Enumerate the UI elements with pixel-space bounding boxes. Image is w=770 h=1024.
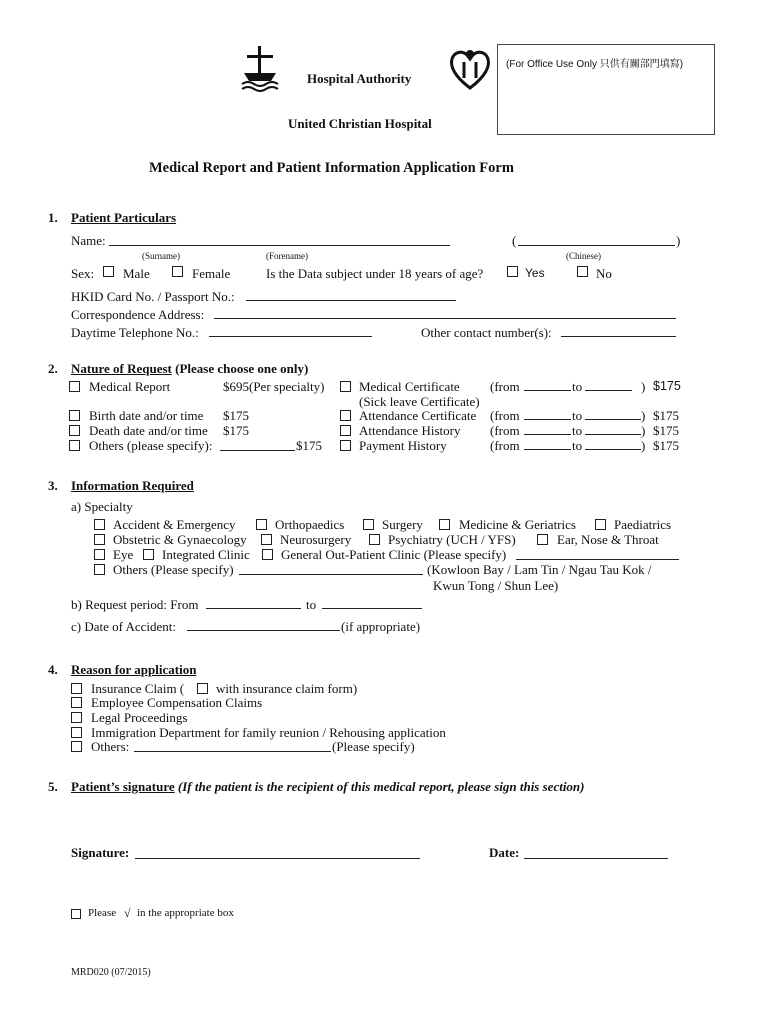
medical-cert-price: $175 [653, 379, 681, 393]
section-5-note: (If the patient is the recipient of this medical report, please sign this section) [174, 779, 585, 794]
payment-history-close: ) [641, 438, 646, 453]
attendance-history-close: ) [641, 423, 646, 438]
ha-logo [448, 48, 492, 90]
ortho-checkbox[interactable] [256, 519, 267, 530]
attendance-cert-close: ) [641, 408, 646, 423]
payment-history-label: Payment History [359, 438, 447, 453]
date-line[interactable] [524, 858, 668, 859]
employee-comp-label: Employee Compensation Claims [91, 695, 263, 710]
medical-cert-checkbox[interactable] [340, 381, 351, 392]
others-reason-line[interactable] [134, 751, 331, 752]
medical-report-price: $695(Per specialty) [223, 379, 325, 394]
medical-cert-from-line[interactable] [524, 390, 571, 391]
insurance-form-checkbox[interactable] [197, 683, 208, 694]
payment-history-checkbox[interactable] [340, 440, 351, 451]
under18-yes-label: Yes [525, 266, 545, 280]
attendance-history-to-line[interactable] [585, 434, 641, 435]
section-1-title: Patient Particulars [71, 210, 177, 225]
employee-comp-checkbox[interactable] [71, 697, 82, 708]
under18-yes-checkbox[interactable] [507, 266, 518, 277]
ent-label: Ear, Nose & Throat [557, 532, 659, 547]
payment-history-price: $175 [653, 438, 679, 453]
medicine-checkbox[interactable] [439, 519, 450, 530]
attendance-cert-label: Attendance Certificate [359, 408, 477, 423]
chinese-name-line[interactable] [518, 245, 675, 246]
office-use-box [497, 44, 715, 135]
under18-no-checkbox[interactable] [577, 266, 588, 277]
other-contact-label: Other contact number(s): [421, 325, 552, 340]
other-contact-line[interactable] [561, 336, 676, 337]
request-period-label: b) Request period: From [71, 597, 199, 612]
section-2-title [71, 361, 308, 377]
period-to-line[interactable] [322, 608, 422, 609]
payment-history-from: (from [490, 438, 520, 453]
attendance-cert-to-line[interactable] [585, 419, 641, 420]
legend-checkbox [71, 909, 81, 919]
sick-leave-label: (Sick leave Certificate) [359, 394, 480, 409]
clinics-line-2: Kwun Tong / Shun Lee) [433, 578, 559, 593]
under18-question: Is the Data subject under 18 years of age? [266, 266, 484, 281]
legend-please: Please [88, 907, 117, 919]
surname-hint: (Surname) [142, 251, 180, 261]
section-4-title: Reason for application [71, 662, 197, 677]
medical-report-label: Medical Report [89, 379, 171, 394]
gopc-checkbox[interactable] [262, 549, 273, 560]
attendance-cert-from-line[interactable] [524, 419, 571, 420]
attendance-history-label: Attendance History [359, 423, 461, 438]
neurosurgery-label: Neurosurgery [280, 532, 352, 547]
phone-line[interactable] [209, 336, 372, 337]
death-checkbox[interactable] [69, 425, 80, 436]
eye-label: Eye [113, 547, 134, 562]
ae-label: Accident & Emergency [113, 517, 236, 532]
section-2-title-note: (Please choose one only) [171, 361, 309, 376]
period-from-line[interactable] [206, 608, 301, 609]
birth-checkbox[interactable] [69, 410, 80, 421]
attendance-cert-checkbox[interactable] [340, 410, 351, 421]
medical-cert-to-line[interactable] [585, 390, 632, 391]
attendance-history-price: $175 [653, 423, 679, 438]
section-3-title: Information Required [71, 478, 194, 493]
attendance-history-to: to [572, 423, 583, 438]
og-checkbox[interactable] [94, 534, 105, 545]
address-line[interactable] [214, 318, 676, 319]
clinics-line-1: (Kowloon Bay / Lam Tin / Ngau Tau Kok / [427, 562, 652, 577]
payment-history-from-line[interactable] [524, 449, 571, 450]
if-appropriate-label: (if appropriate) [341, 619, 421, 634]
attendance-cert-price: $175 [653, 408, 679, 423]
medical-report-checkbox[interactable] [69, 381, 80, 392]
others-specialty-checkbox[interactable] [94, 564, 105, 575]
others-request-line[interactable] [220, 450, 295, 451]
eye-checkbox[interactable] [94, 549, 105, 560]
others-reason-label: Others: [91, 739, 130, 754]
please-specify-label: (Please specify) [332, 739, 415, 754]
payment-history-to: to [572, 438, 583, 453]
section-4-number: 4. [48, 662, 58, 677]
medical-cert-close: ) [641, 379, 646, 394]
insurance-checkbox[interactable] [71, 683, 82, 694]
phone-label: Daytime Telephone No.: [71, 325, 199, 340]
specialty-label: a) Specialty [71, 499, 133, 514]
neurosurgery-checkbox[interactable] [261, 534, 272, 545]
birth-label: Birth date and/or time [89, 408, 204, 423]
ae-checkbox[interactable] [94, 519, 105, 530]
forename-hint: (Forename) [266, 251, 308, 261]
attendance-history-from-line[interactable] [524, 434, 571, 435]
attendance-history-from: (from [490, 423, 520, 438]
legal-label: Legal Proceedings [91, 710, 188, 725]
under18-no-label: No [596, 266, 612, 281]
payment-history-to-line[interactable] [585, 449, 641, 450]
period-to-label: to [306, 597, 317, 612]
checkmark-icon: √ [124, 906, 131, 920]
others-reason-checkbox[interactable] [71, 741, 82, 752]
medical-cert-from: (from [490, 379, 520, 394]
section-5-title-text: Patient’s signature [71, 779, 175, 794]
surgery-checkbox[interactable] [363, 519, 374, 530]
sex-label: Sex: [71, 266, 95, 281]
hkid-label: HKID Card No. / Passport No.: [71, 289, 235, 304]
female-label: Female [192, 266, 231, 281]
death-price: $175 [223, 423, 249, 438]
medical-cert-to: to [572, 379, 583, 394]
attendance-cert-from: (from [490, 408, 520, 423]
legend-appropriate: in the appropriate box [137, 907, 234, 919]
signature-line[interactable] [135, 858, 420, 859]
chinese-hint: (Chinese) [566, 251, 601, 261]
address-label: Correspondence Address: [71, 307, 205, 322]
death-label: Death date and/or time [89, 423, 208, 438]
birth-price: $175 [223, 408, 249, 423]
immigration-checkbox[interactable] [71, 727, 82, 738]
chinese-paren-open: ( [512, 233, 517, 248]
ent-checkbox[interactable] [537, 534, 548, 545]
chinese-paren-close: ) [676, 233, 681, 248]
paediatrics-checkbox[interactable] [595, 519, 606, 530]
psychiatry-checkbox[interactable] [369, 534, 380, 545]
og-label: Obstetric & Gynaecology [113, 532, 247, 547]
insurance-form-label: with insurance claim form) [216, 681, 358, 696]
section-5-number: 5. [48, 779, 58, 794]
male-label: Male [123, 266, 150, 281]
psychiatry-label: Psychiatry (UCH / YFS) [388, 532, 516, 547]
accident-date-line[interactable] [187, 630, 340, 631]
integrated-clinic-checkbox[interactable] [143, 549, 154, 560]
signature-label: Signature: [71, 845, 130, 860]
section-3-number: 3. [48, 478, 58, 493]
section-1-number: 1. [48, 210, 58, 225]
others-request-price: $175 [296, 438, 322, 453]
female-checkbox[interactable] [172, 266, 183, 277]
attendance-cert-to: to [572, 408, 583, 423]
attendance-history-checkbox[interactable] [340, 425, 351, 436]
surgery-label: Surgery [382, 517, 423, 532]
date-label: Date: [489, 845, 520, 860]
hkid-line[interactable] [246, 300, 456, 301]
hospital-name: United Christian Hospital [288, 116, 432, 131]
medicine-label: Medicine & Geriatrics [459, 517, 576, 532]
paediatrics-label: Paediatrics [614, 517, 672, 532]
name-line[interactable] [109, 245, 450, 246]
form-code: MRD020 (07/2015) [71, 967, 151, 978]
medical-cert-label: Medical Certificate [359, 379, 460, 394]
others-specialty-label: Others (Please specify) [113, 562, 234, 577]
name-label: Name: [71, 233, 106, 248]
others-request-label: Others (please specify): [89, 438, 213, 453]
office-use-label: (For Office Use Only 只供有關部門填寫) [506, 59, 684, 70]
authority-name: Hospital Authority [307, 71, 412, 86]
ortho-label: Orthopaedics [275, 517, 345, 532]
male-checkbox[interactable] [103, 266, 114, 277]
form-title: Medical Report and Patient Information Application Form [149, 160, 514, 176]
gopc-specify-line[interactable] [516, 559, 679, 560]
gopc-label: General Out-Patient Clinic (Please specify) [281, 547, 507, 562]
section-5-title [71, 779, 585, 795]
others-request-checkbox[interactable] [69, 440, 80, 451]
section-2-title-text: Nature of Request [71, 361, 172, 376]
legal-checkbox[interactable] [71, 712, 82, 723]
insurance-label: Insurance Claim ( [91, 681, 185, 696]
accident-date-label: c) Date of Accident: [71, 619, 177, 634]
others-specialty-line[interactable] [239, 574, 423, 575]
section-2-number: 2. [48, 361, 58, 376]
integrated-clinic-label: Integrated Clinic [162, 547, 250, 562]
immigration-label: Immigration Department for family reunion / Rehousing application [91, 725, 446, 740]
cross-logo [240, 46, 280, 92]
